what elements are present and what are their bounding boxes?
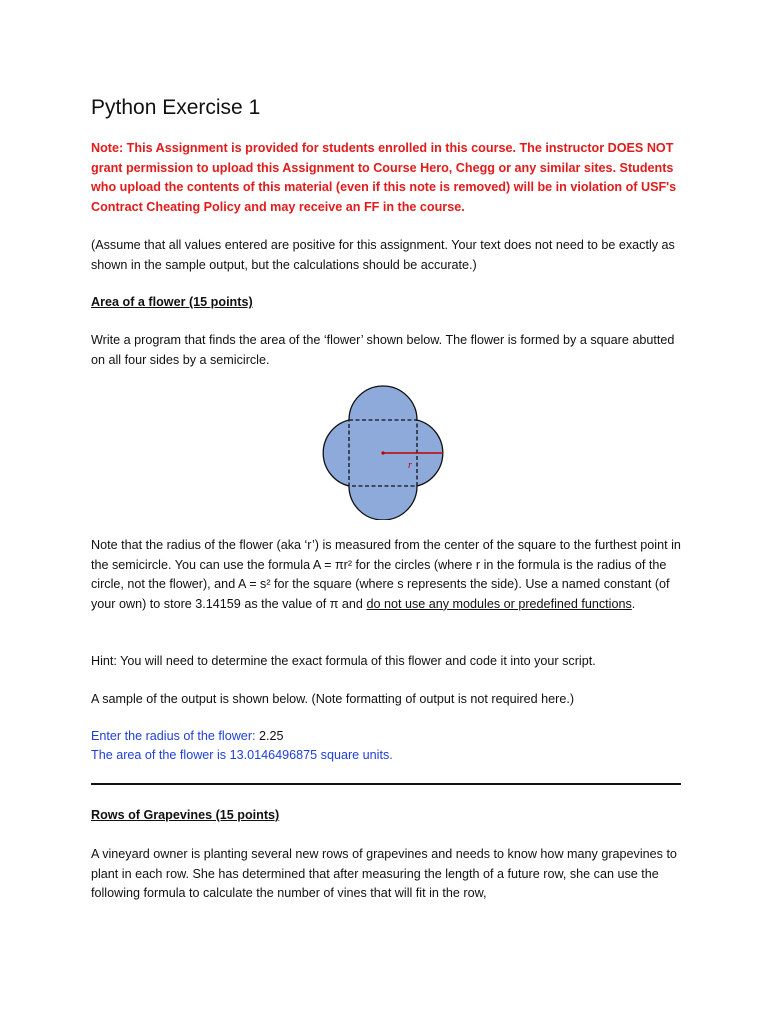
sample-output-line-2: The area of the flower is 13.0146496875 square units. bbox=[91, 748, 393, 762]
flower-diagram bbox=[315, 382, 451, 520]
sample-output-line-1 bbox=[91, 727, 284, 747]
section-heading-grapevines: Rows of Grapevines (15 points) bbox=[91, 808, 280, 822]
sample-intro-paragraph: A sample of the output is shown below. (Note formatting of output is not required here.) bbox=[91, 692, 575, 706]
explanation-end: . bbox=[631, 596, 636, 611]
cheating-policy-note: Note: This Assignment is provided for students enrolled in this course. The instructor DOES NOT grant permission to upload this Assignment to Course Hero, Chegg or any similar sites. Students who upload the contents of this material (even if this note is removed) will be in violation of USF's Contract Cheating Policy and may receive an FF in the course. bbox=[91, 141, 677, 214]
section-divider bbox=[91, 783, 681, 785]
assumption-paragraph: (Assume that all values entered are positive for this assignment. Your text does not need to be exactly as shown in the sample output, but the calculations should be accurate.) bbox=[91, 238, 675, 272]
explanation-underlined: do not use any modules or predefined functions bbox=[366, 596, 632, 611]
grapevines-intro-paragraph: A vineyard owner is planting several new rows of grapevines and needs to know how many grapevines to plant in each row. She has determined that after measuring the length of a future row, she can use the following formula to calculate the number of vines that will fit in the row, bbox=[91, 847, 677, 901]
section-heading-flower: Area of a flower (15 points) bbox=[91, 295, 253, 309]
formula-explanation-paragraph bbox=[91, 536, 681, 614]
radius-label: r bbox=[408, 460, 412, 471]
sample-input-value: 2.25 bbox=[259, 729, 284, 743]
flower-intro-paragraph: Write a program that finds the area of the ‘flower’ shown below. The flower is formed by a square abutted on all four sides by a semicircle. bbox=[91, 333, 675, 367]
explanation-text: Note that the radius of the flower (aka ‘r’) is measured from the center of the square to the furthest point in the semicircle. You can use the formula A = πr² for the circles (where r in the formula is the radius of the circle, not the flower), and A = s² for the square (where s represents the side). Use a named constant (of your own) to store 3.14159 as the value of π and bbox=[91, 538, 681, 611]
page-title: Python Exercise 1 bbox=[91, 96, 261, 119]
sample-prompt-text: Enter the radius of the flower: bbox=[91, 729, 260, 743]
hint-paragraph: Hint: You will need to determine the exact formula of this flower and code it into your script. bbox=[91, 654, 596, 668]
